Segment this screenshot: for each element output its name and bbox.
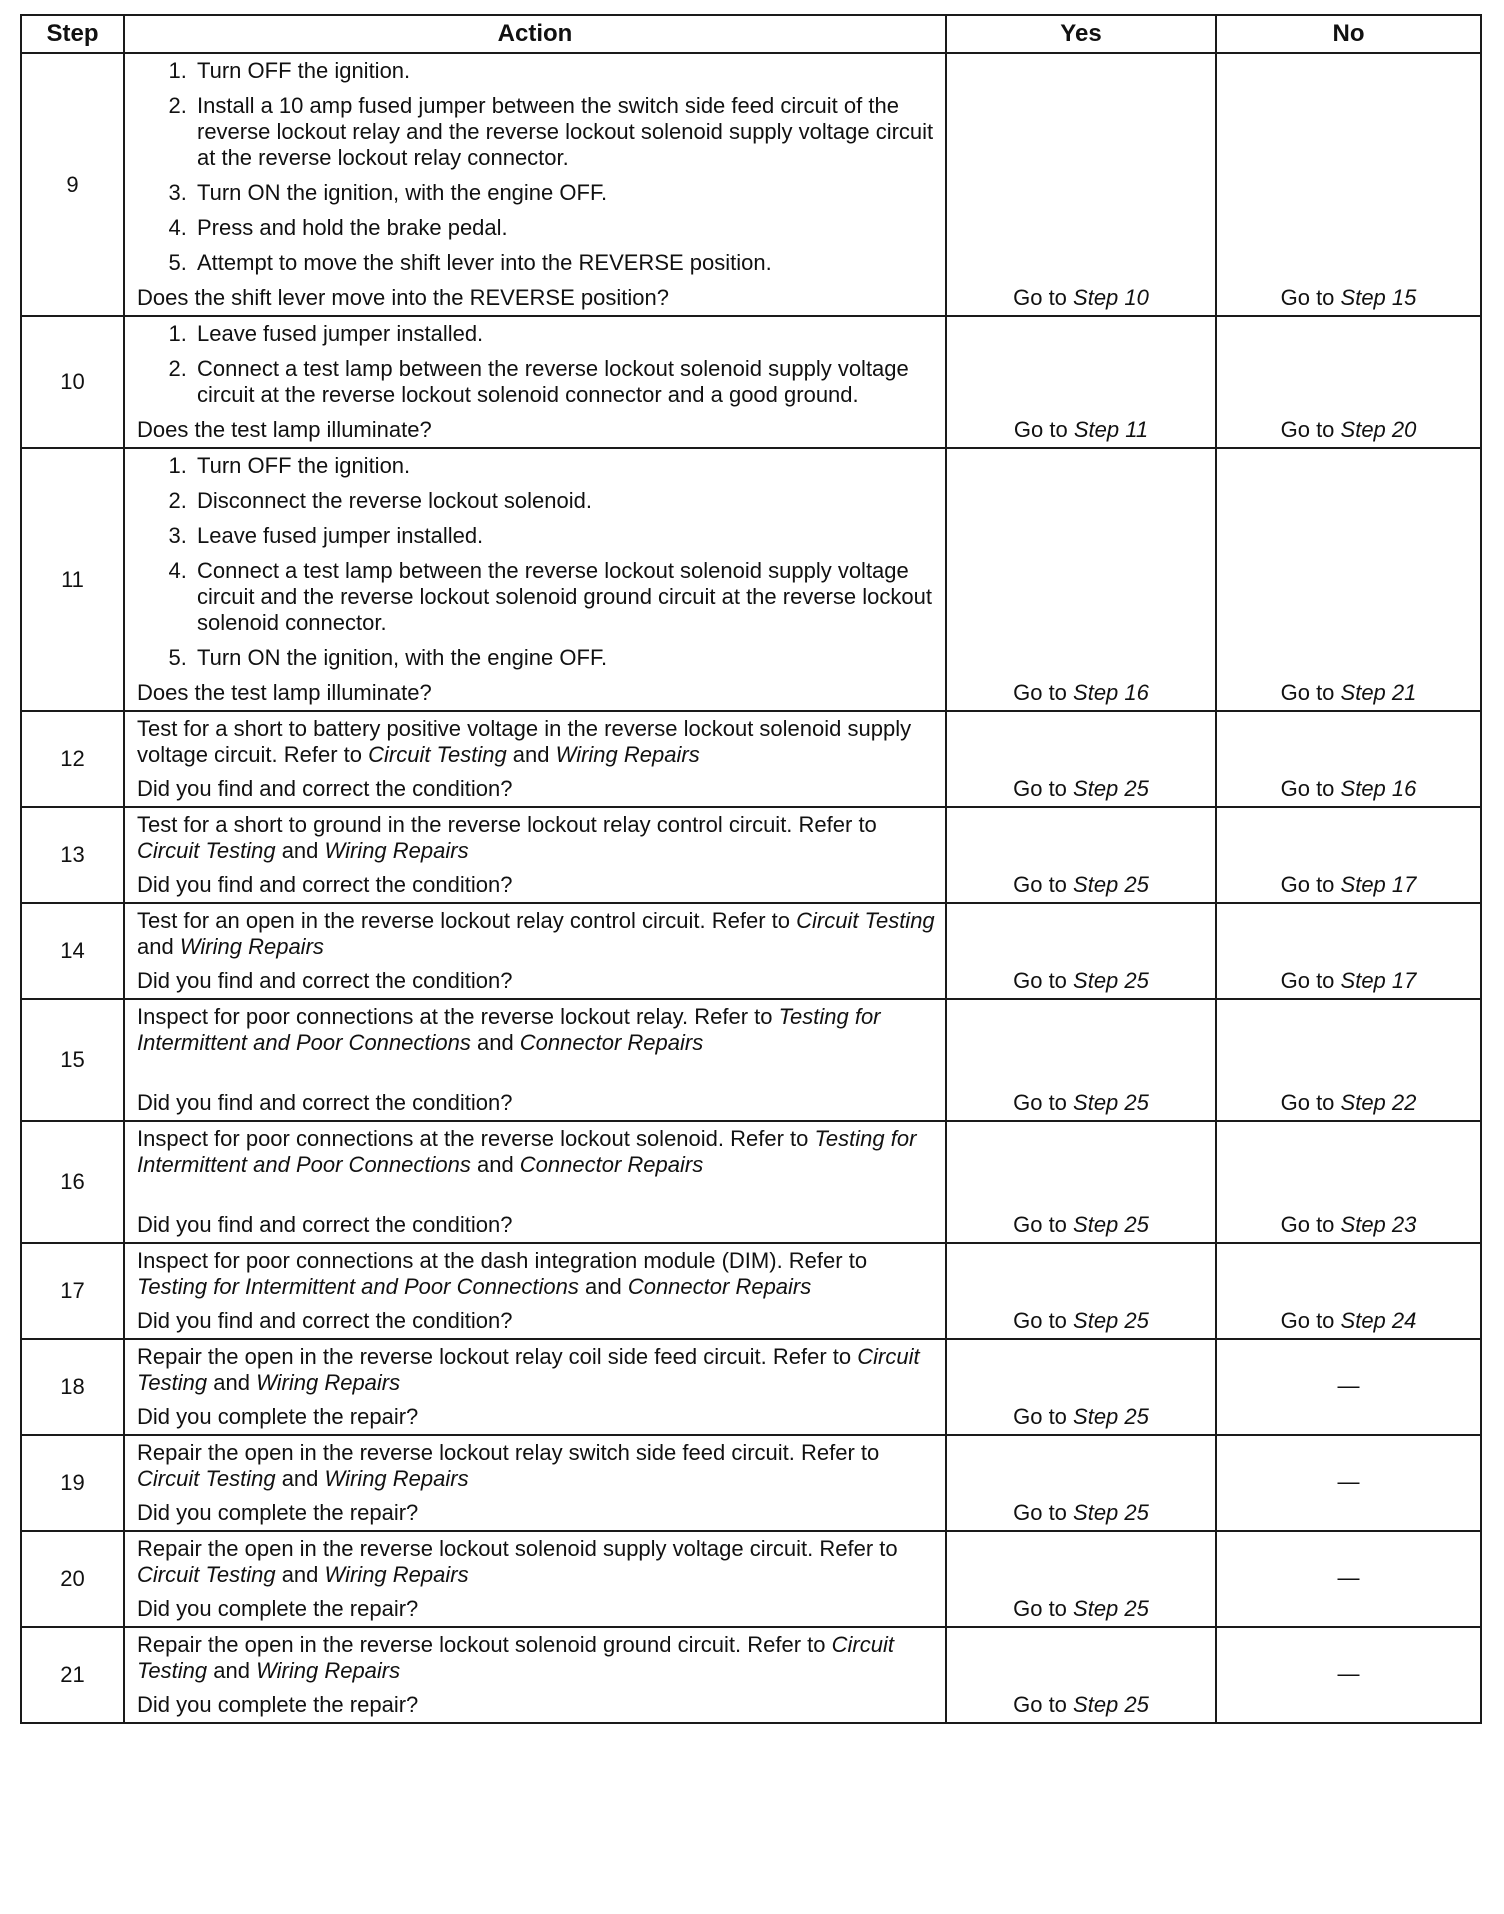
header-yes: Yes: [946, 15, 1216, 53]
action-cell: [124, 1121, 946, 1243]
action-cell: [124, 1339, 946, 1435]
refer-label: Refer to: [788, 1248, 868, 1273]
instruction-text: Inspect for poor connections at the reverse lockout relay.: [137, 1004, 695, 1029]
spacer: [137, 1186, 937, 1210]
and-label: and: [137, 934, 180, 959]
no-cell-dash: —: [1216, 1531, 1481, 1627]
action-text: [137, 908, 937, 960]
question: Does the test lamp illuminate?: [137, 680, 432, 705]
instruction-text: Inspect for poor connections at the reverse lockout solenoid.: [137, 1126, 731, 1151]
wiring-repairs-link[interactable]: Wiring Repairs: [555, 742, 700, 767]
yes-step-link[interactable]: Step 25: [1073, 872, 1149, 897]
action-text: [137, 1536, 937, 1588]
goto-label: Go to: [1280, 968, 1341, 993]
substep-list: [137, 58, 937, 276]
substep: 3. Turn ON the ignition, with the engine OFF.: [193, 180, 937, 206]
substep: 1. Leave fused jumper installed.: [193, 321, 937, 347]
instruction-text: Repair the open in the reverse lockout relay coil side feed circuit.: [137, 1344, 773, 1369]
goto-label: Go to: [1013, 1596, 1074, 1621]
circuit-testing-link[interactable]: Circuit Testing: [368, 742, 507, 767]
substep: 5. Attempt to move the shift lever into the REVERSE position.: [193, 250, 937, 276]
yes-step-link[interactable]: Step 16: [1073, 680, 1149, 705]
action-text: [137, 1126, 937, 1178]
and-label: and: [275, 1466, 325, 1491]
step-number: 12: [21, 711, 124, 807]
question: Does the test lamp illuminate?: [137, 417, 432, 442]
yes-cell: [946, 316, 1216, 448]
goto-label: Go to: [1280, 1212, 1341, 1237]
goto-label: Go to: [1280, 417, 1341, 442]
substep: 1. Turn OFF the ignition.: [193, 453, 937, 479]
no-step-link[interactable]: Step 15: [1340, 285, 1417, 310]
action-text: [137, 1632, 937, 1684]
action-cell: [124, 807, 946, 903]
goto-label: Go to: [1280, 872, 1341, 897]
step-number: 9: [21, 53, 124, 316]
table-row: [21, 1435, 1481, 1531]
and-label: and: [207, 1370, 257, 1395]
table-row: [21, 316, 1481, 448]
refer-label: Refer to: [819, 1536, 898, 1561]
step-number: 21: [21, 1627, 124, 1723]
goto-label: Go to: [1013, 1404, 1074, 1429]
refer-label: Refer to: [801, 1440, 880, 1465]
yes-cell: [946, 711, 1216, 807]
table-row: [21, 1627, 1481, 1723]
header-action: Action: [124, 15, 946, 53]
wiring-repairs-link[interactable]: Wiring Repairs: [324, 838, 469, 863]
step-number: 18: [21, 1339, 124, 1435]
action-text: [137, 1004, 937, 1056]
instruction-text: Repair the open in the reverse lockout relay switch side feed circuit.: [137, 1440, 801, 1465]
yes-cell: [946, 1121, 1216, 1243]
goto-label: Go to: [1280, 680, 1341, 705]
table-row: [21, 1243, 1481, 1339]
and-label: and: [506, 742, 556, 767]
no-cell-dash: —: [1216, 1339, 1481, 1435]
table-row: [21, 1339, 1481, 1435]
instruction-text: Test for a short to ground in the reverse lockout relay control circuit.: [137, 812, 799, 837]
yes-step-link[interactable]: Step 25: [1073, 1596, 1149, 1621]
wiring-repairs-link[interactable]: Wiring Repairs: [256, 1370, 401, 1395]
yes-step-link[interactable]: Step 25: [1073, 1404, 1149, 1429]
substep: 3. Leave fused jumper installed.: [193, 523, 937, 549]
step-number: 16: [21, 1121, 124, 1243]
refer-label: Refer to: [798, 812, 877, 837]
goto-label: Go to: [1013, 285, 1074, 310]
yes-step-link[interactable]: Step 25: [1073, 1308, 1149, 1333]
question: Did you complete the repair?: [137, 1692, 419, 1717]
question: Did you find and correct the condition?: [137, 872, 513, 897]
instruction-text: Inspect for poor connections at the dash integration module (DIM).: [137, 1248, 789, 1273]
action-text: [137, 1344, 937, 1396]
goto-label: Go to: [1013, 1308, 1074, 1333]
no-cell: [1216, 1121, 1481, 1243]
action-cell: [124, 1531, 946, 1627]
yes-cell: [946, 1243, 1216, 1339]
question: Does the shift lever move into the REVERSE position?: [137, 285, 669, 310]
action-cell: [124, 711, 946, 807]
yes-step-link[interactable]: Step 25: [1073, 1500, 1149, 1525]
action-cell: [124, 1627, 946, 1723]
question: Did you find and correct the condition?: [137, 776, 513, 801]
table-row: [21, 53, 1481, 316]
substep: 5. Turn ON the ignition, with the engine OFF.: [193, 645, 937, 671]
refer-label: Refer to: [694, 1004, 779, 1029]
no-step-link[interactable]: Step 17: [1340, 872, 1417, 897]
no-cell: [1216, 448, 1481, 711]
table-row: [21, 999, 1481, 1121]
step-number: 20: [21, 1531, 124, 1627]
refer-label: Refer to: [711, 908, 797, 933]
goto-label: Go to: [1013, 1090, 1074, 1115]
spacer: [137, 1064, 937, 1088]
table-row: [21, 448, 1481, 711]
table-row: [21, 903, 1481, 999]
goto-label: Go to: [1013, 1500, 1074, 1525]
no-cell: [1216, 807, 1481, 903]
wiring-repairs-link[interactable]: Wiring Repairs: [324, 1466, 469, 1491]
yes-cell: [946, 903, 1216, 999]
question: Did you complete the repair?: [137, 1500, 419, 1525]
instruction-text: Repair the open in the reverse lockout solenoid supply voltage circuit.: [137, 1536, 820, 1561]
substep: 2. Disconnect the reverse lockout solenoid.: [193, 488, 937, 514]
goto-label: Go to: [1280, 776, 1341, 801]
yes-step-link[interactable]: Step 10: [1073, 285, 1149, 310]
circuit-testing-link[interactable]: Circuit Testing: [137, 1344, 920, 1395]
goto-label: Go to: [1013, 417, 1074, 442]
yes-step-link[interactable]: Step 25: [1073, 1090, 1149, 1115]
instruction-text: Repair the open in the reverse lockout solenoid ground circuit.: [137, 1632, 748, 1657]
action-text: [137, 716, 937, 768]
question: Did you find and correct the condition?: [137, 1212, 513, 1237]
goto-label: Go to: [1280, 1090, 1341, 1115]
yes-step-link[interactable]: Step 25: [1073, 1212, 1149, 1237]
question: Did you complete the repair?: [137, 1404, 419, 1429]
instruction-text: Test for an open in the reverse lockout relay control circuit.: [137, 908, 712, 933]
diagnostic-table-wrapper: [20, 14, 1480, 1724]
and-label: and: [578, 1274, 628, 1299]
action-cell: [124, 53, 946, 316]
yes-cell: [946, 807, 1216, 903]
no-step-link[interactable]: Step 16: [1340, 776, 1417, 801]
table-row: [21, 1121, 1481, 1243]
goto-label: Go to: [1013, 1692, 1074, 1717]
circuit-testing-link[interactable]: Circuit Testing: [137, 1562, 276, 1587]
header-step: Step: [21, 15, 124, 53]
refer-label: Refer to: [283, 742, 369, 767]
goto-label: Go to: [1013, 872, 1074, 897]
yes-step-link[interactable]: Step 25: [1073, 968, 1149, 993]
connector-repairs-link[interactable]: Connector Repairs: [519, 1152, 704, 1177]
yes-cell: [946, 1627, 1216, 1723]
question: Did you find and correct the condition?: [137, 968, 513, 993]
yes-step-link[interactable]: Step 25: [1073, 1692, 1149, 1717]
question: Did you complete the repair?: [137, 1596, 419, 1621]
yes-step-link[interactable]: Step 11: [1073, 417, 1149, 442]
and-label: and: [207, 1658, 257, 1683]
no-cell: [1216, 711, 1481, 807]
action-cell: [124, 448, 946, 711]
step-number: 13: [21, 807, 124, 903]
goto-label: Go to: [1013, 680, 1074, 705]
no-cell-dash: —: [1216, 1435, 1481, 1531]
substep: 1. Turn OFF the ignition.: [193, 58, 937, 84]
step-number: 10: [21, 316, 124, 448]
refer-label: Refer to: [772, 1344, 858, 1369]
no-step-link[interactable]: Step 23: [1340, 1212, 1417, 1237]
wiring-repairs-link[interactable]: Wiring Repairs: [179, 934, 324, 959]
circuit-testing-link[interactable]: Circuit Testing: [137, 1466, 276, 1491]
testing-intermittent-link[interactable]: Testing for Intermittent and Poor Connections: [137, 1004, 881, 1055]
substep: 4. Connect a test lamp between the reverse lockout solenoid supply voltage circuit and the reverse lockout solenoid ground circuit at the reverse lockout solenoid connector.: [193, 558, 937, 636]
action-text: [137, 1440, 937, 1492]
no-cell: [1216, 999, 1481, 1121]
no-cell: [1216, 316, 1481, 448]
action-cell: [124, 903, 946, 999]
action-cell: [124, 999, 946, 1121]
action-cell: [124, 316, 946, 448]
substep: 2. Install a 10 amp fused jumper between the switch side feed circuit of the reverse lockout relay and the reverse lockout solenoid supply voltage circuit at the reverse lockout relay connector.: [193, 93, 937, 171]
testing-intermittent-link[interactable]: Testing for Intermittent and Poor Connections: [137, 1274, 579, 1299]
no-step-link[interactable]: Step 24: [1340, 1308, 1417, 1333]
circuit-testing-link[interactable]: Circuit Testing: [796, 908, 935, 933]
header-no: No: [1216, 15, 1481, 53]
action-cell: [124, 1435, 946, 1531]
instruction-text: Test for a short to battery positive voltage in the reverse lockout solenoid supply voltage circuit.: [137, 716, 912, 767]
step-number: 15: [21, 999, 124, 1121]
step-number: 14: [21, 903, 124, 999]
step-number: 19: [21, 1435, 124, 1531]
no-step-link[interactable]: Step 21: [1340, 680, 1417, 705]
substep: 4. Press and hold the brake pedal.: [193, 215, 937, 241]
action-text: [137, 812, 937, 864]
header-row: [21, 15, 1481, 53]
circuit-testing-link[interactable]: Circuit Testing: [137, 1632, 894, 1683]
substep-list: [137, 321, 937, 408]
wiring-repairs-link[interactable]: Wiring Repairs: [324, 1562, 469, 1587]
yes-cell: [946, 1435, 1216, 1531]
yes-cell: [946, 448, 1216, 711]
goto-label: Go to: [1013, 776, 1074, 801]
no-cell: [1216, 53, 1481, 316]
wiring-repairs-link[interactable]: Wiring Repairs: [256, 1658, 401, 1683]
step-number: 17: [21, 1243, 124, 1339]
testing-intermittent-link[interactable]: Testing for Intermittent and Poor Connections: [137, 1126, 917, 1177]
goto-label: Go to: [1013, 1212, 1074, 1237]
refer-label: Refer to: [730, 1126, 815, 1151]
question: Did you find and correct the condition?: [137, 1090, 513, 1115]
circuit-testing-link[interactable]: Circuit Testing: [137, 838, 276, 863]
and-label: and: [470, 1152, 520, 1177]
table-row: [21, 1531, 1481, 1627]
yes-step-link[interactable]: Step 25: [1073, 776, 1149, 801]
table-row: [21, 711, 1481, 807]
and-label: and: [275, 838, 325, 863]
step-number: 11: [21, 448, 124, 711]
table-row: [21, 807, 1481, 903]
substep: 2. Connect a test lamp between the reverse lockout solenoid supply voltage circuit at the reverse lockout solenoid connector and a good ground.: [193, 356, 937, 408]
connector-repairs-link[interactable]: Connector Repairs: [519, 1030, 704, 1055]
yes-cell: [946, 999, 1216, 1121]
no-step-link[interactable]: Step 20: [1340, 417, 1417, 442]
goto-label: Go to: [1280, 1308, 1341, 1333]
action-text: [137, 1248, 937, 1300]
question: Did you find and correct the condition?: [137, 1308, 513, 1333]
no-cell-dash: —: [1216, 1627, 1481, 1723]
yes-cell: [946, 1339, 1216, 1435]
refer-label: Refer to: [747, 1632, 832, 1657]
yes-cell: [946, 53, 1216, 316]
action-cell: [124, 1243, 946, 1339]
no-step-link[interactable]: Step 17: [1340, 968, 1417, 993]
diagnostic-table: [20, 14, 1482, 1724]
goto-label: Go to: [1280, 285, 1341, 310]
no-cell: [1216, 1243, 1481, 1339]
goto-label: Go to: [1013, 968, 1074, 993]
and-label: and: [275, 1562, 325, 1587]
substep-list: [137, 453, 937, 671]
no-step-link[interactable]: Step 22: [1340, 1090, 1417, 1115]
connector-repairs-link[interactable]: Connector Repairs: [627, 1274, 812, 1299]
and-label: and: [470, 1030, 520, 1055]
no-cell: [1216, 903, 1481, 999]
yes-cell: [946, 1531, 1216, 1627]
